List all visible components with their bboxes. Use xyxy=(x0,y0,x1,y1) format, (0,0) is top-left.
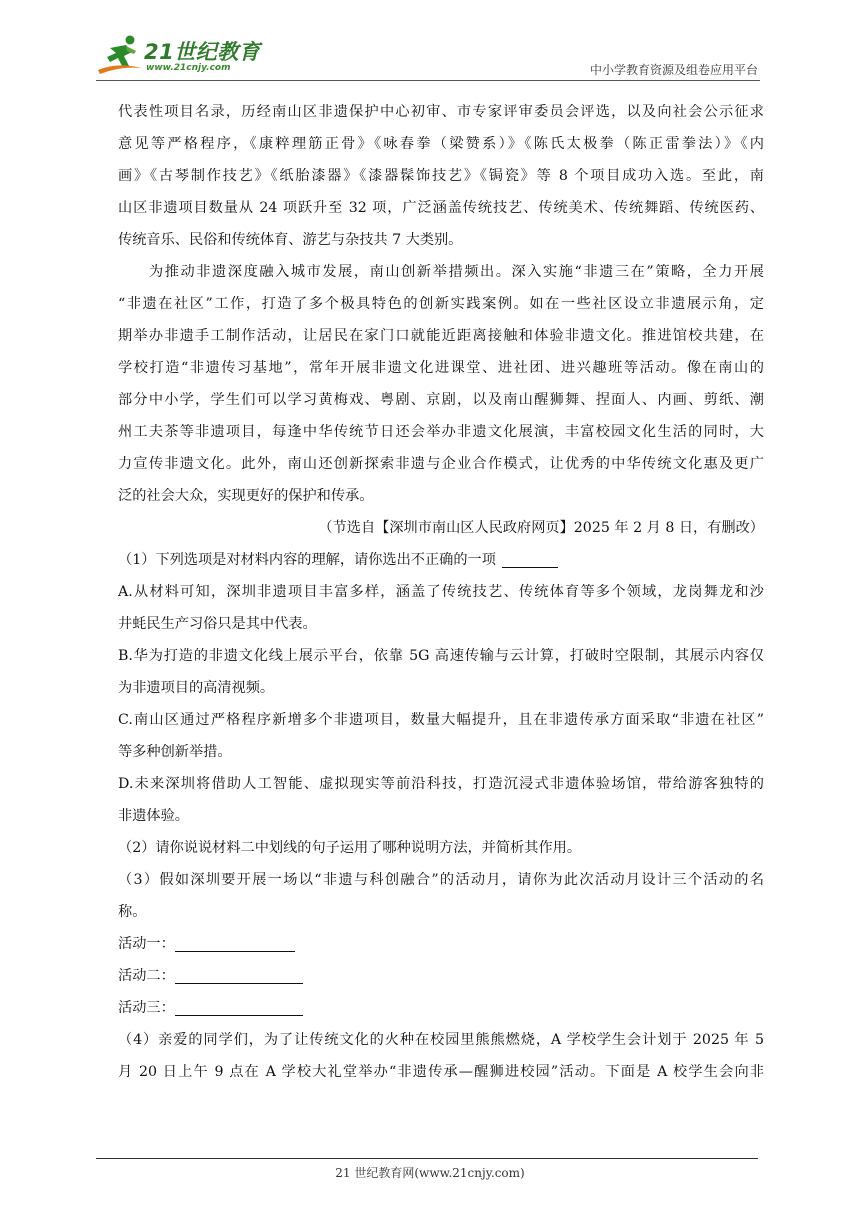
logo-url: www.21cnjy.com xyxy=(146,63,231,73)
option-d-cont: 非遗体验。 xyxy=(118,808,189,824)
text-line: 代表性项目名录，历经南山区非遗保护中心初审、市专家评审委员会评选，以及向社会公示征求 xyxy=(118,104,764,120)
option-a: A.从材料可知，深圳非遗项目丰富多样，涵盖了传统技艺、传统体育等多个领域，龙岗舞龙和沙 xyxy=(118,584,764,600)
text-line: 学校打造“非遗传习基地”，常年开展非遗文化进课堂、进社团、进兴趣班等活动。像在南山的 xyxy=(118,360,764,376)
question-4-cont: 月 20 日上午 9 点在 A 学校大礼堂举办“非遗传承—醒狮进校园”活动。下面是 A 校学生会向非 xyxy=(118,1064,764,1080)
activity-1-blank[interactable] xyxy=(175,935,295,952)
text-line: 传统音乐、民俗和传统体育、游艺与杂技共 7 大类别。 xyxy=(118,232,463,248)
text-line: 为推动非遗深度融入城市发展，南山创新举措频出。深入实施“非遗三在”策略，全力开展 xyxy=(149,264,764,280)
answer-blank[interactable] xyxy=(502,551,558,568)
question-1 xyxy=(118,544,764,576)
text-line: 力宣传非遗文化。此外，南山还创新探索非遗与企业合作模式，让优秀的中华传统文化惠及更广 xyxy=(118,456,764,472)
activity-1 xyxy=(118,928,764,960)
footer-divider xyxy=(96,1158,758,1159)
document-body xyxy=(118,96,764,1088)
option-b-cont: 为非遗项目的高清视频。 xyxy=(118,680,275,696)
text-line: “非遗在社区”工作，打造了多个极具特色的创新实践案例。如在一些社区设立非遗展示角，定 xyxy=(118,296,764,312)
text-line: 画》《古琴制作技艺》《纸胎漆器》《漆器髹饰技艺》《锔瓷》等 8 个项目成功入选。至此，南 xyxy=(118,168,764,184)
activity-2-label: 活动二： xyxy=(118,968,175,984)
text-line: 山区非遗项目数量从 24 项跃升至 32 项，广泛涵盖传统技艺、传统美术、传统舞蹈、传统医药、 xyxy=(118,200,764,216)
question-2: （2）请你说说材料二中划线的句子运用了哪种说明方法，并简析其作用。 xyxy=(118,840,582,856)
option-d: D.未来深圳将借助人工智能、虚拟现实等前沿科技，打造沉浸式非遗体验场馆，带给游客独特的 xyxy=(118,776,764,792)
activity-3-label: 活动三： xyxy=(118,1000,175,1016)
activity-3-blank[interactable] xyxy=(175,999,303,1016)
question-3: （3）假如深圳要开展一场以“非遗与科创融合”的活动月，请你为此次活动月设计三个活动的名 xyxy=(118,872,764,888)
option-c: C.南山区通过严格程序新增多个非遗项目，数量大幅提升，且在非遗传承方面采取“非遗在社区” xyxy=(118,712,764,728)
runner-logo-icon xyxy=(96,34,144,76)
site-logo[interactable] xyxy=(96,34,261,76)
option-c-cont: 等多种创新举措。 xyxy=(118,744,232,760)
activity-3 xyxy=(118,992,764,1024)
page-header xyxy=(96,30,760,82)
text-line: 州工夫茶等非遗项目，每逢中华传统节日还会举办非遗文化展演，丰富校园文化生活的同时，大 xyxy=(118,424,764,440)
question-4: （4）亲爱的同学们，为了让传统文化的火种在校园里熊熊燃烧，A 学校学生会计划于 2025 年 5 xyxy=(118,1032,764,1048)
activity-2 xyxy=(118,960,764,992)
question-1-text: （1）下列选项是对材料内容的理解，请你选出不正确的一项 xyxy=(118,552,496,568)
platform-name: 中小学教育资源及组卷应用平台 xyxy=(589,63,758,77)
text-line: 意见等严格程序，《康粹理筋正骨》《咏春拳（梁赞系）》《陈氏太极拳（陈正雷拳法）》《内 xyxy=(118,136,764,152)
page-footer: 21 世纪教育网(www.21cnjy.com) xyxy=(335,1166,525,1180)
source-citation: （节选自【深圳市南山区人民政府网页】2025 年 2 月 8 日，有删改） xyxy=(318,520,764,536)
option-b: B.华为打造的非遗文化线上展示平台，依靠 5G 高速传输与云计算，打破时空限制，其展示内容仅 xyxy=(118,648,764,664)
logo-text: 21世纪教育 xyxy=(144,40,261,64)
option-a-cont: 井蚝民生产习俗只是其中代表。 xyxy=(118,616,317,632)
activity-1-label: 活动一： xyxy=(118,936,175,952)
text-line: 部分中小学，学生们可以学习黄梅戏、粤剧、京剧，以及南山醒狮舞、捏面人、内画、剪纸、潮 xyxy=(118,392,764,408)
header-divider xyxy=(96,80,760,81)
question-3-cont: 称。 xyxy=(118,904,147,920)
text-line: 期举办非遗手工制作活动，让居民在家门口就能近距离接触和体验非遗文化。推进馆校共建，在 xyxy=(118,328,764,344)
activity-2-blank[interactable] xyxy=(175,967,303,984)
text-line: 泛的社会大众，实现更好的保护和传承。 xyxy=(118,488,374,504)
